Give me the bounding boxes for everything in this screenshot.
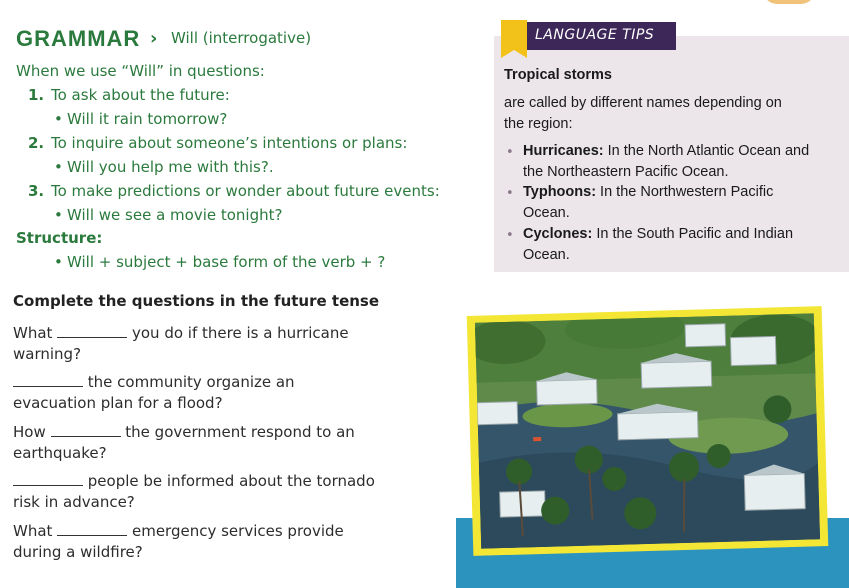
question-text: How bbox=[13, 423, 46, 441]
point-example: Will you help me with this?. bbox=[67, 158, 274, 176]
tip-term: Hurricanes: bbox=[523, 143, 604, 159]
question-text: emergency services provide bbox=[131, 522, 344, 540]
question-2 bbox=[13, 372, 443, 414]
tip-item bbox=[523, 143, 809, 159]
tip-text-cont: Ocean. bbox=[523, 205, 570, 221]
flood-scene-illustration bbox=[475, 313, 820, 548]
question-3 bbox=[13, 422, 443, 464]
ribbon-bookmark bbox=[501, 20, 527, 50]
bullet-dot: • bbox=[54, 110, 63, 128]
point-number: 2. bbox=[28, 134, 45, 152]
answer-blank[interactable] bbox=[57, 323, 127, 338]
point-number: 3. bbox=[28, 182, 45, 200]
flooded-neighborhood-photo bbox=[475, 313, 820, 548]
question-text: people be informed about the tornado bbox=[87, 472, 375, 490]
bullet-dot: • bbox=[54, 253, 63, 271]
answer-blank[interactable] bbox=[13, 372, 83, 387]
question-text: warning? bbox=[13, 345, 82, 363]
answer-blank[interactable] bbox=[13, 471, 83, 486]
grammar-intro: When we use “Will” in questions: bbox=[16, 62, 265, 80]
bullet-dot: • bbox=[506, 228, 514, 243]
language-tips-label: LANGUAGE TIPS bbox=[535, 27, 655, 43]
question-5 bbox=[13, 521, 443, 563]
question-text: you do if there is a hurricane bbox=[131, 324, 349, 342]
point-number: 1. bbox=[28, 86, 45, 104]
exercise-title: Complete the questions in the future tense bbox=[13, 292, 380, 310]
point-text: To make predictions or wonder about future events: bbox=[51, 182, 440, 200]
bullet-dot: • bbox=[54, 158, 63, 176]
tips-heading: Tropical storms bbox=[504, 67, 612, 83]
point-example: Will it rain tomorrow? bbox=[67, 110, 228, 128]
question-text: What bbox=[13, 522, 53, 540]
tip-term: Cyclones: bbox=[523, 226, 593, 242]
structure-formula: Will + subject + base form of the verb + ? bbox=[67, 253, 386, 271]
grammar-title: GRAMMAR bbox=[16, 26, 141, 51]
answer-blank[interactable] bbox=[57, 521, 127, 536]
tip-text: In the North Atlantic Ocean and bbox=[603, 143, 810, 159]
point-text: To inquire about someone’s intentions or plans: bbox=[51, 134, 408, 152]
structure-label: Structure: bbox=[16, 229, 103, 247]
tip-item bbox=[523, 226, 793, 242]
question-text: the community organize an bbox=[87, 373, 295, 391]
question-4 bbox=[13, 471, 443, 513]
question-text: earthquake? bbox=[13, 444, 107, 462]
question-text: the government respond to an bbox=[125, 423, 355, 441]
tip-text: In the Northwestern Pacific bbox=[596, 184, 774, 200]
bullet-dot: • bbox=[506, 145, 514, 160]
tip-item bbox=[523, 184, 773, 200]
tips-intro-line1: are called by different names depending on bbox=[504, 95, 782, 111]
point-text: To ask about the future: bbox=[51, 86, 230, 104]
bullet-dot: • bbox=[54, 206, 63, 224]
tip-text-cont: the Northeastern Pacific Ocean. bbox=[523, 164, 729, 180]
question-1 bbox=[13, 323, 443, 365]
corner-decoration bbox=[763, 0, 815, 4]
tip-text-cont: Ocean. bbox=[523, 247, 570, 263]
question-text: evacuation plan for a flood? bbox=[13, 394, 223, 412]
answer-blank[interactable] bbox=[51, 422, 121, 437]
tip-text: In the South Pacific and Indian bbox=[592, 226, 794, 242]
point-example: Will we see a movie tonight? bbox=[67, 206, 283, 224]
question-text: What bbox=[13, 324, 53, 342]
tips-intro-line2: the region: bbox=[504, 116, 573, 132]
chevron-right-icon: › bbox=[150, 28, 158, 49]
bullet-dot: • bbox=[506, 186, 514, 201]
tip-term: Typhoons: bbox=[523, 184, 597, 200]
question-text: risk in advance? bbox=[13, 493, 135, 511]
question-text: during a wildfire? bbox=[13, 543, 143, 561]
ribbon-notch bbox=[501, 50, 527, 58]
grammar-subtitle: Will (interrogative) bbox=[171, 29, 312, 47]
